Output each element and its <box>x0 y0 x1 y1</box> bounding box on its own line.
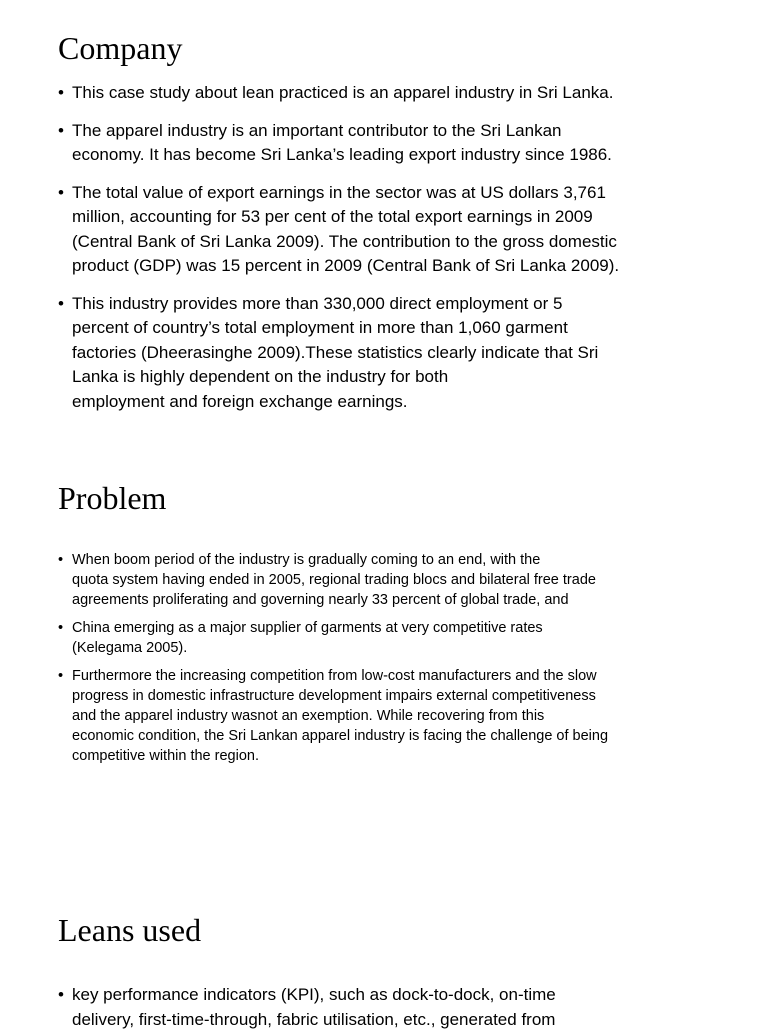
bullet-line: economy. It has become Sri Lanka’s leading export industry since 1986. <box>72 145 612 164</box>
bullet-item <box>58 618 768 658</box>
bullet-line: quota system having ended in 2005, regional trading blocs and bilateral free trade <box>72 572 596 588</box>
bullet-line: • The total value of export earnings in the sector was at US dollars 3,761 <box>72 182 606 202</box>
bullet-item <box>58 119 768 168</box>
bullet-line: delivery, first-time-through, fabric utilisation, etc., generated from <box>72 1010 556 1029</box>
bullet-item <box>58 666 768 766</box>
problem-bullets <box>58 550 768 774</box>
bullet-line: (Kelegama 2005). <box>72 640 188 656</box>
bullet-line: • key performance indicators (KPI), such as dock-to-dock, on-time <box>72 985 556 1004</box>
bullet-line: million, accounting for 53 per cent of the total export earnings in 2009 <box>72 207 593 226</box>
section-title-company: Company <box>58 30 183 66</box>
bullet-line: • China emerging as a major supplier of garments at very competitive rates <box>72 620 543 636</box>
company-bullets <box>58 81 768 427</box>
bullet-item <box>58 181 768 279</box>
bullet-line: employment and foreign exchange earnings. <box>72 391 408 411</box>
bullet-line: • This industry provides more than 330,000 direct employment or 5 <box>72 293 563 313</box>
bullet-line: • Furthermore the increasing competition from low-cost manufacturers and the slow <box>72 668 597 684</box>
bullet-line: • This case study about lean practiced is an apparel industry in Sri Lanka. <box>72 83 614 102</box>
bullet-line: product (GDP) was 15 percent in 2009 (Central Bank of Sri Lanka 2009). <box>72 256 620 275</box>
bullet-line: percent of country’s total employment in more than 1,060 garment <box>72 318 568 337</box>
bullet-item <box>58 550 768 610</box>
bullet-line: • When boom period of the industry is gradually coming to an end, with the <box>72 552 541 568</box>
bullet-line: economic condition, the Sri Lankan apparel industry is facing the challenge of being <box>72 728 609 744</box>
bullet-line: and the apparel industry wasnot an exemption. While recovering from this <box>72 708 545 724</box>
bullet-line: agreements proliferating and governing nearly 33 percent of global trade, and <box>72 592 569 608</box>
section-title-leans-used: Leans used <box>58 912 202 948</box>
bullet-item <box>58 81 768 106</box>
bullet-line: competitive within the region. <box>72 748 259 764</box>
leans-used-bullets <box>58 982 768 1032</box>
bullet-line: factories (Dheerasinghe 2009).These statistics clearly indicate that Sri <box>72 342 599 362</box>
section-title-problem: Problem <box>58 480 167 516</box>
bullet-line: progress in domestic infrastructure development impairs external competitiveness <box>72 688 596 704</box>
bullet-line: Lanka is highly dependent on the industry for both <box>72 367 449 386</box>
bullet-item <box>58 292 768 415</box>
bullet-item <box>58 982 768 1032</box>
bullet-line: (Central Bank of Sri Lanka 2009). The contribution to the gross domestic <box>72 231 617 251</box>
bullet-line: • The apparel industry is an important contributor to the Sri Lankan <box>72 120 562 140</box>
